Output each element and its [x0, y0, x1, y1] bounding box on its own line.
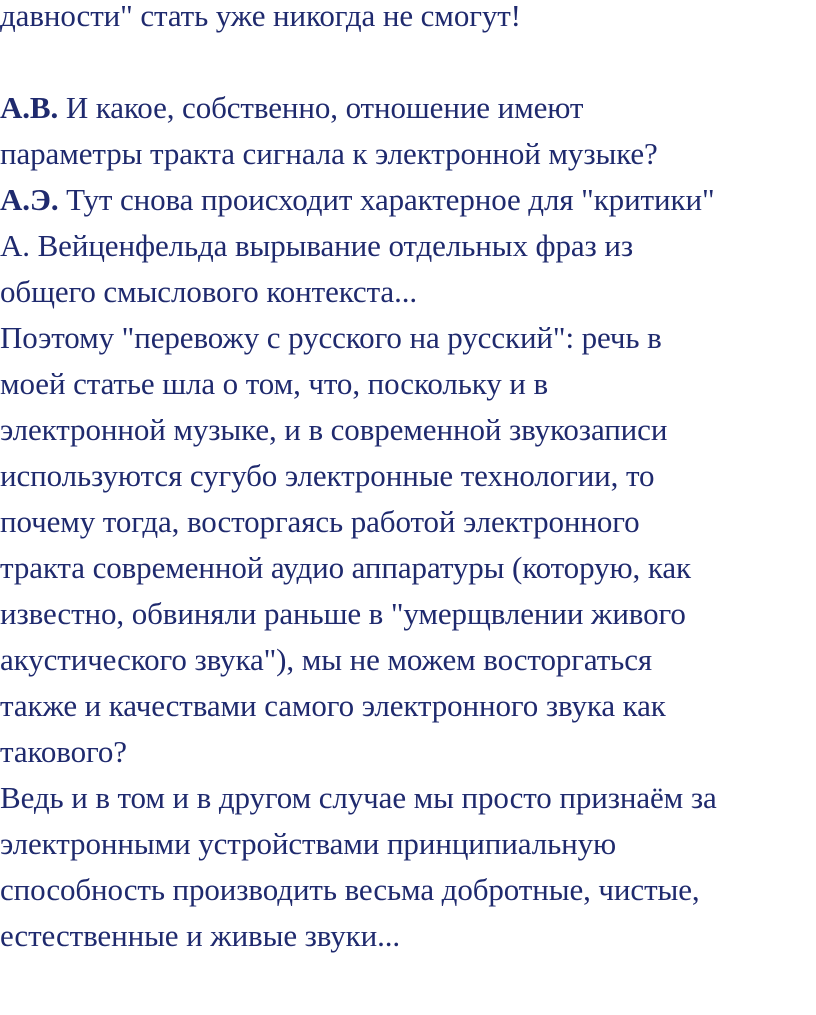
- text-line: параметры тракта сигнала к электронной музыке?: [0, 136, 658, 171]
- text-line: такового?: [0, 734, 127, 769]
- text-line: тракта современной аудио аппаратуры (которую, как: [0, 550, 691, 585]
- text-line: давности" стать уже никогда не смогут!: [0, 0, 521, 33]
- text-line: электронными устройствами принципиальную: [0, 826, 617, 861]
- text-line: Поэтому "перевожу с русского на русский": речь в: [0, 320, 662, 355]
- dialogue-line: [0, 177, 816, 223]
- blank-line: [0, 39, 816, 85]
- dialogue-line: [0, 85, 816, 131]
- text-line: также и качествами самого электронного звука как: [0, 688, 666, 723]
- dialogue-text: И какое, собственно, отношение имеют: [58, 90, 584, 125]
- text-line: почему тогда, восторгаясь работой электронного: [0, 504, 640, 539]
- text-line: электронной музыке, и в современной звукозаписи: [0, 412, 668, 447]
- text-line: естественные и живые звуки...: [0, 918, 401, 953]
- text-line: известно, обвиняли раньше в "умерщвлении живого: [0, 596, 686, 631]
- speaker-label: А.Э.: [0, 182, 59, 217]
- text-line: А. Вейценфельда вырывание отдельных фраз из: [0, 228, 633, 263]
- text-line: способность производить весьма добротные, чистые,: [0, 872, 700, 907]
- speaker-label: А.В.: [0, 90, 59, 125]
- text-line: общего смыслового контекста...: [0, 274, 418, 309]
- text-line: моей статье шла о том, что, поскольку и в: [0, 366, 548, 401]
- text-line: используются сугубо электронные технологии, то: [0, 458, 655, 493]
- text-line: акустического звука"), мы не можем восторгаться: [0, 642, 653, 677]
- text-line: Ведь и в том и в другом случае мы просто признаём за: [0, 780, 717, 815]
- dialogue-text: Тут снова происходит характерное для "критики": [58, 182, 715, 217]
